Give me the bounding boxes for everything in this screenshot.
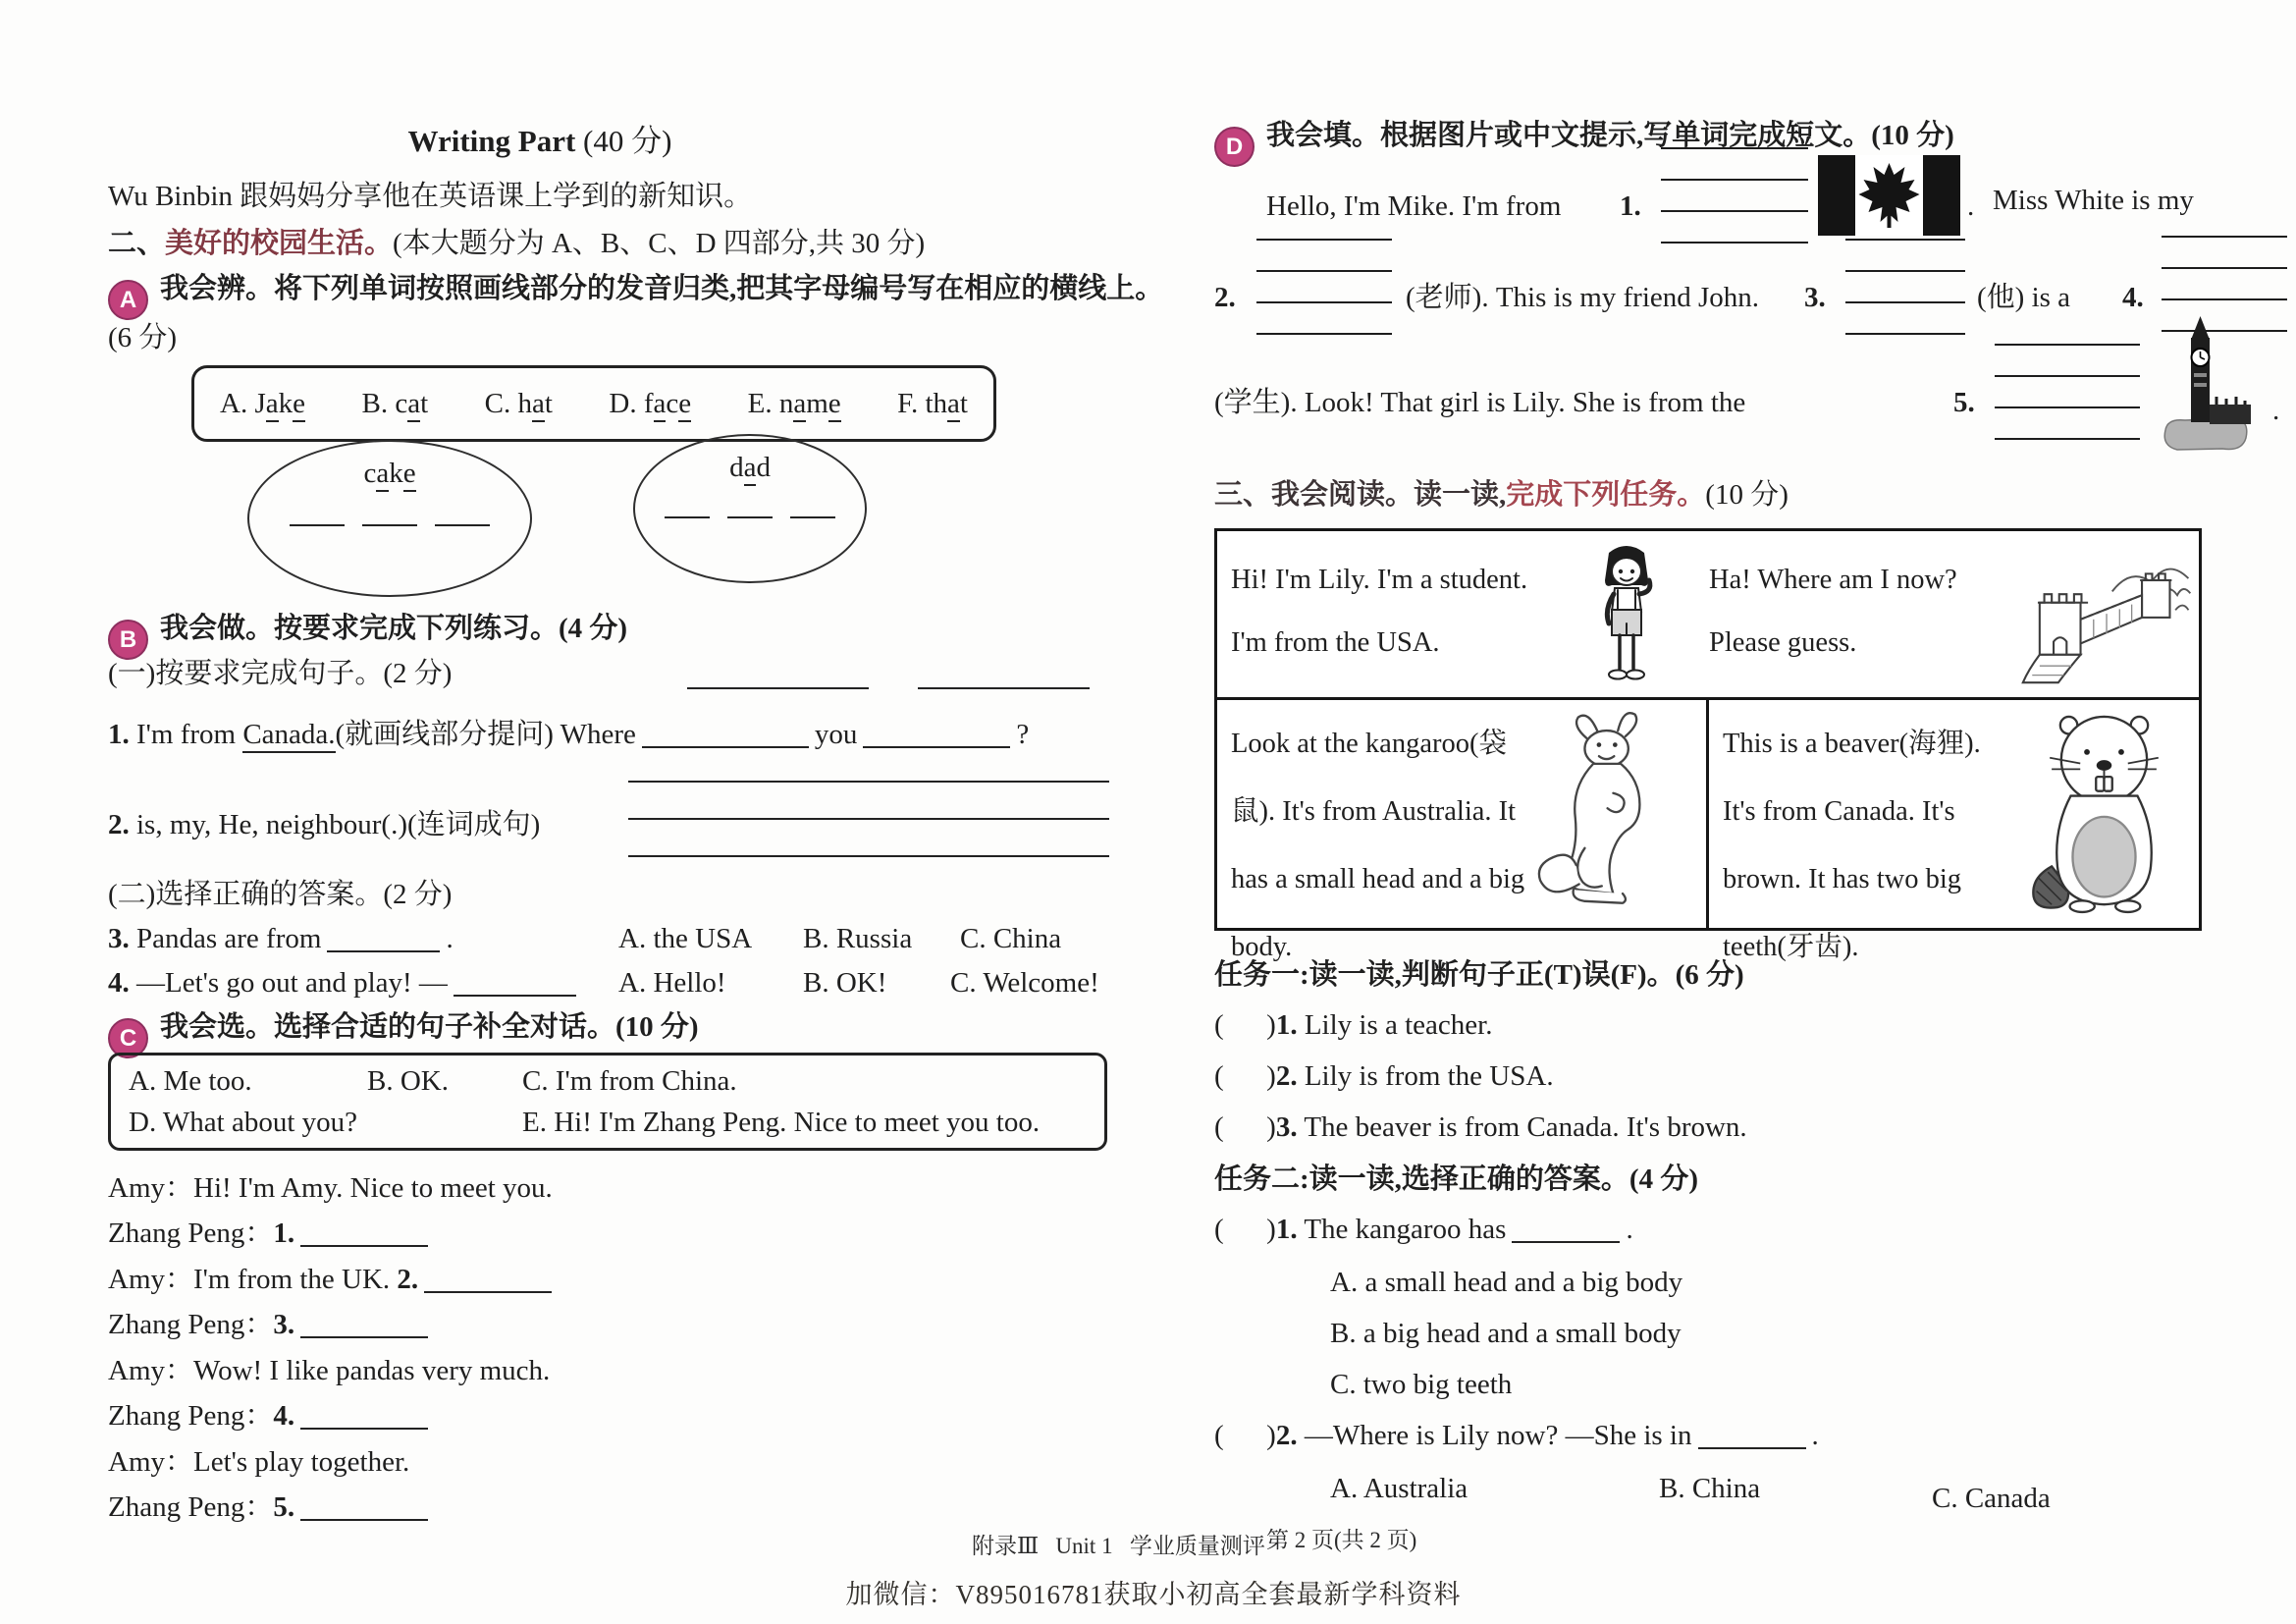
section3-heading (1214, 477, 1789, 514)
partD-line3-pre: (学生). Look! That girl is Lily. She is from the (1214, 387, 1746, 418)
word-bank-item: B. cat (361, 388, 428, 420)
question-3-option-a: A. the USA (618, 923, 753, 954)
task2-q1-option-a: A. a small head and a big body (1330, 1267, 1683, 1298)
answer-blank (642, 718, 809, 748)
reading-table (1214, 528, 2202, 962)
answer-blank (790, 516, 835, 518)
footer-promo-line: 加微信：V895016781获取小初高全套最新学科资料 (845, 1580, 1462, 1609)
page-title-score: (40 分) (583, 124, 672, 158)
partD-flag-period: . (1967, 190, 1975, 222)
partD-blank3-number: 3. (1804, 282, 1826, 313)
partD-end-period: . (2272, 395, 2280, 426)
partB-title: 我会做。按要求完成下列练习。(4 分) (160, 613, 628, 644)
reading-cell-lily-text: Hi! I'm Lily. I'm a student. I'm from the USA. (1231, 565, 1528, 658)
tf-parentheses: ( ) (1214, 1009, 1276, 1041)
partD-blank5-number: 5. (1953, 387, 1975, 418)
partB-badge-icon: B (108, 620, 148, 660)
partD-badge-icon: D (1214, 127, 1255, 167)
beaver-illustration (2023, 704, 2185, 922)
answer-blank (1698, 1419, 1806, 1449)
answer-blank (290, 524, 345, 526)
partD-blank1-number: 1. (1620, 190, 1641, 222)
girl-illustration (1582, 531, 1695, 697)
answer-blank (435, 524, 490, 526)
partA-badge-icon: A (108, 280, 148, 320)
answer-line (628, 818, 1109, 820)
section3-score: (10 分) (1705, 479, 1789, 511)
task2-q2-option-b: B. China (1659, 1473, 1761, 1504)
choice-c: C. I'm from China. (522, 1065, 737, 1097)
ellipse-word-dad: dad (635, 452, 865, 484)
choice-parentheses: ( ) (1214, 1420, 1276, 1451)
task2-q2-option-c: C. Canada (1932, 1483, 2051, 1514)
ellipse-blanks (635, 506, 865, 523)
section2-heading (108, 226, 925, 263)
page-title (147, 116, 933, 160)
answer-blank (300, 1308, 428, 1338)
section2-highlight: 美好的校园生活。 (165, 228, 394, 259)
partD-line2-a: (老师). This is my friend John. (1406, 282, 1760, 313)
section2-suffix: (本大题分为 A、B、C、D 四部分,共 30 分) (393, 228, 926, 259)
task2-q1-option-b: B. a big head and a small body (1330, 1318, 1682, 1349)
answer-line (687, 687, 869, 689)
section2-prefix: 二、 (108, 228, 166, 259)
task2-question-2: ( )2. —Where is Lily now? —She is in . (1214, 1420, 1819, 1451)
partC-title: 我会选。选择合适的句子补全对话。(10 分) (160, 1011, 699, 1043)
question-3-option-c: C. China (960, 923, 1062, 954)
canada-flag-image (1818, 155, 1960, 236)
answer-blank (1512, 1213, 1620, 1243)
partB-heading (108, 611, 627, 660)
partA-title: 我会辨。将下列单词按照画线部分的发音归类,把其字母编号写在相应的横线上。 (160, 273, 1164, 304)
sorting-ellipse-cake (247, 440, 532, 597)
answer-line (918, 687, 1090, 689)
answer-blank (424, 1263, 552, 1293)
footer-page-number: 第 2 页(共 2 页) (1266, 1528, 1417, 1552)
answer-blank (300, 1399, 428, 1430)
page-title-en: Writing Part (407, 124, 576, 158)
reading-cell-beaver: This is a beaver(海狸). It's from Canada. It's brown. It has two big teeth(牙齿). (1706, 700, 2199, 928)
partD-line1-post: Miss White is my (1993, 185, 2194, 216)
kangaroo-illustration (1529, 706, 1691, 924)
choice-e: E. Hi! I'm Zhang Peng. Nice to meet you too. (522, 1107, 1041, 1138)
choice-parentheses: ( ) (1214, 1214, 1276, 1245)
question-4-option-a: A. Hello! (618, 967, 726, 999)
great-wall-illustration (2019, 531, 2199, 697)
tf-parentheses: ( ) (1214, 1060, 1276, 1092)
reading-row-top (1217, 531, 2199, 700)
question-4: 4. —Let's go out and play! — (108, 965, 582, 1002)
choice-d: D. What about you? (129, 1107, 358, 1138)
answer-blank (300, 1490, 428, 1521)
task1-title: 任务一:读一读,判断句子正(T)误(F)。(6 分) (1214, 959, 1744, 991)
answer-blank (665, 516, 710, 518)
reading-cell-kangaroo: Look at the kangaroo(袋 鼠). It's from Australia. It has a small head and a big body. (1217, 700, 1706, 928)
word-bank-item: D. face (609, 388, 691, 420)
question-4-option-b: B. OK! (803, 967, 887, 999)
dialog-line: Zhang Peng：1. (108, 1216, 434, 1253)
dialog-line: Zhang Peng：5. (108, 1489, 434, 1527)
answer-blank (454, 966, 576, 997)
answer-lines-stack (1845, 239, 1965, 335)
task2-title: 任务二:读一读,选择正确的答案。(4 分) (1214, 1164, 1698, 1195)
answer-lines-stack (1256, 239, 1392, 335)
word-bank-item: C. hat (485, 388, 553, 420)
partA-heading (108, 271, 1163, 320)
answer-blank (863, 718, 1010, 748)
task2-q1-option-c: C. two big teeth (1330, 1369, 1513, 1400)
answer-lines-stack (1661, 147, 1808, 244)
sorting-ellipse-dad (633, 434, 867, 583)
task2-question-1: ( )1. The kangaroo has . (1214, 1214, 1633, 1245)
word-bank-item: F. that (897, 388, 968, 420)
dialog-line: Amy：Let's play together. (108, 1446, 410, 1478)
sentence-choice-box (108, 1053, 1107, 1151)
ellipse-blanks (249, 514, 530, 531)
answer-line (628, 781, 1109, 783)
tf-parentheses: ( ) (1214, 1111, 1276, 1143)
reading-cell-guess-text: Ha! Where am I now? Please guess. (1709, 565, 1957, 658)
partB-sub2: (二)选择正确的答案。(2 分) (108, 879, 453, 910)
question-2: 2. is, my, He, neighbour(.)(连词成句) (108, 809, 541, 840)
partD-blank4-number: 4. (2122, 282, 2144, 313)
answer-blank (300, 1217, 428, 1247)
partC-badge-icon: C (108, 1018, 148, 1058)
answer-blank (727, 516, 773, 518)
task1-item: ( )3. The beaver is from Canada. It's brown. (1214, 1111, 1747, 1143)
word-bank-item: A. Jake (220, 388, 305, 420)
choice-b: B. OK. (367, 1065, 449, 1097)
choice-a: A. Me too. (129, 1065, 252, 1097)
answer-lines-stack (1995, 344, 2140, 440)
partB-sub1: (一)按要求完成句子。(2 分) (108, 658, 453, 689)
underlined-word: Canada. (242, 719, 335, 753)
dialog-line: Zhang Peng：3. (108, 1307, 434, 1344)
dialog-line: Amy：Wow! I like pandas very much. (108, 1355, 551, 1386)
ellipse-word-cake: cake (249, 458, 530, 490)
partD-blank2-number: 2. (1214, 282, 1236, 313)
task1-item: ( )2. Lily is from the USA. (1214, 1060, 1554, 1092)
word-bank-item: E. name (748, 388, 841, 420)
task1-item: ( )1. Lily is a teacher. (1214, 1009, 1493, 1041)
section3-prefix: 三、我会阅读。读一读, (1214, 479, 1507, 511)
dialog-line: Amy：I'm from the UK. 2. (108, 1262, 558, 1299)
dialog-line: Amy：Hi! I'm Amy. Nice to meet you. (108, 1172, 553, 1204)
section3-highlight: 完成下列任务。 (1506, 479, 1706, 511)
question-4-option-c: C. Welcome! (950, 967, 1099, 999)
answer-blank (362, 524, 417, 526)
task2-q2-option-a: A. Australia (1330, 1473, 1468, 1504)
intro-line: Wu Binbin 跟妈妈分享他在英语课上学到的新知识。 (108, 181, 753, 212)
footer-appendix-label: 附录Ⅲ Unit 1 学业质量测评 (972, 1534, 1265, 1558)
partA-score: (6 分) (108, 322, 178, 353)
question-1: 1. I'm from Canada.(就画线部分提问) Where you ? (108, 717, 1029, 754)
answer-blank (327, 922, 440, 952)
dialog-line: Zhang Peng：4. (108, 1398, 434, 1435)
reading-row-bottom (1217, 700, 2199, 962)
word-bank-box (191, 365, 996, 442)
partD-line1-pre: Hello, I'm Mike. I'm from (1266, 190, 1562, 222)
partD-line2-b: (他) is a (1977, 282, 2071, 313)
partD-title: 我会填。根据图片或中文提示,写单词完成短文。(10 分) (1266, 120, 1954, 151)
partC-heading (108, 1009, 699, 1058)
question-3-option-b: B. Russia (803, 923, 913, 954)
big-ben-image (2148, 314, 2261, 454)
question-3: 3. Pandas are from . (108, 923, 454, 954)
answer-line (628, 855, 1109, 857)
